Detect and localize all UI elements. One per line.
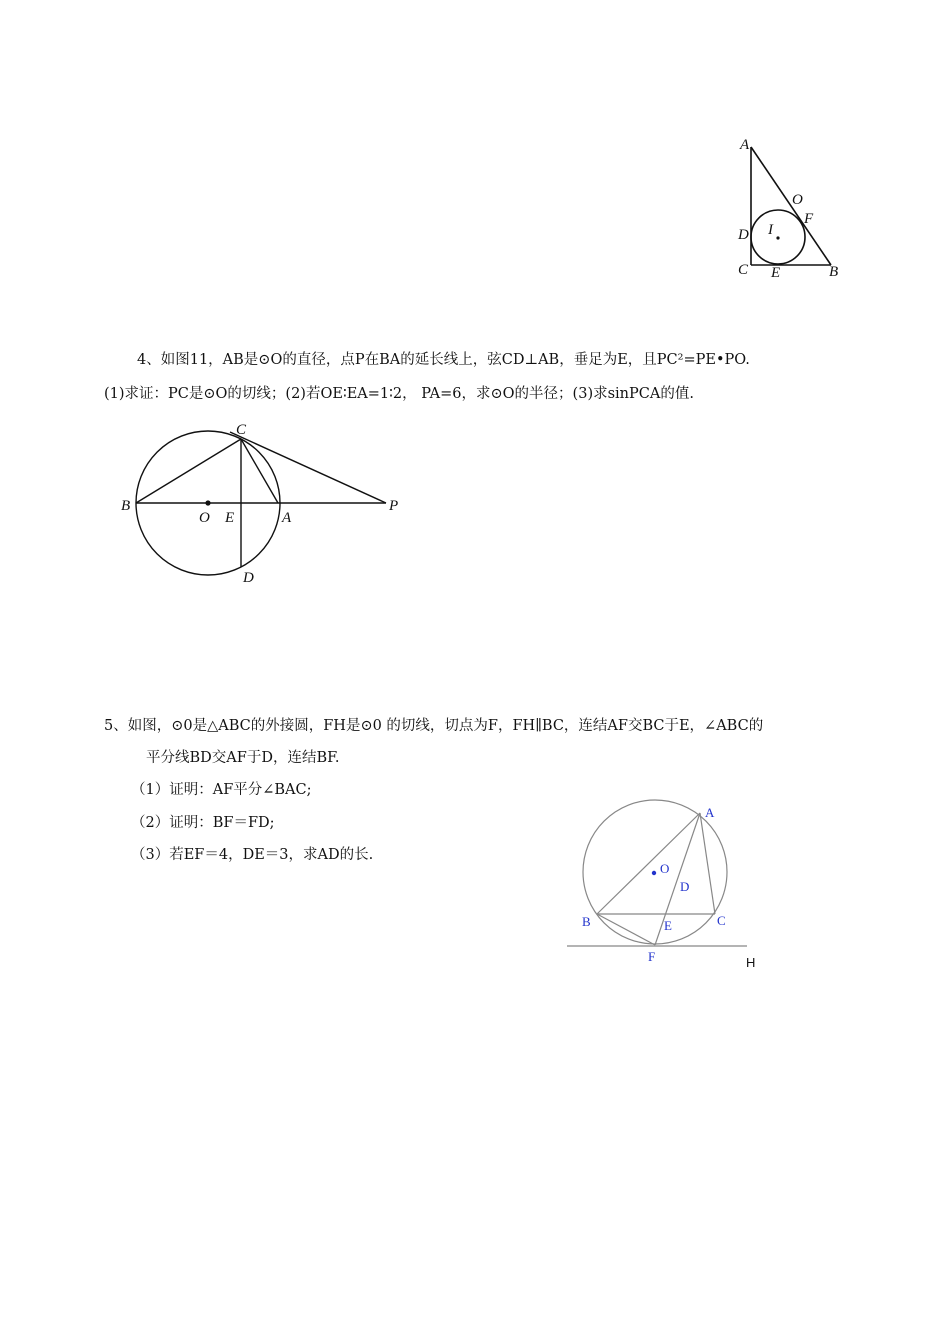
- label-o: O: [660, 861, 670, 876]
- label-a: A: [740, 137, 750, 153]
- label-o: O: [199, 510, 210, 526]
- problem4-line1: 4、如图11，AB是⊙O的直径，点P在BA的延长线上，弦CD⊥AB，垂足为E，且PC²=PE•PO.: [137, 352, 750, 368]
- label-b: B: [829, 264, 839, 280]
- triangle-incircle-figure: [730, 130, 850, 285]
- label-c: C: [236, 422, 247, 438]
- label-f: F: [804, 211, 814, 227]
- label-d: D: [680, 879, 690, 894]
- label-c: C: [738, 262, 749, 278]
- label-b: B: [582, 914, 591, 929]
- label-b: B: [121, 498, 131, 514]
- label-p: P: [389, 498, 399, 514]
- label-h: H: [746, 955, 756, 970]
- label-o: O: [792, 192, 803, 208]
- label-a: A: [705, 805, 715, 820]
- problem5-line1: 5、如图，⊙0是△ABC的外接圆，FH是⊙0 的切线，切点为F，FH∥BC，连结AF交BC于E，∠ABC的: [104, 718, 764, 734]
- label-e: E: [225, 510, 235, 526]
- problem4-line2: (1)求证：PC是⊙O的切线；(2)若OE∶EA=1∶2， PA=6，求⊙O的半径；(3)求sinPCA的值.: [104, 386, 694, 402]
- label-c: C: [717, 913, 726, 928]
- label-f: F: [648, 949, 656, 964]
- figure-5: [560, 795, 780, 975]
- problem5-sub1: （1）证明：AF平分∠BAC;: [131, 782, 312, 798]
- label-e: E: [771, 265, 781, 281]
- label-d: D: [738, 227, 749, 243]
- problem5-sub2: （2）证明：BF＝FD;: [131, 815, 275, 831]
- problem5-line2: 平分线BD交AF于D，连结BF.: [146, 750, 340, 766]
- label-e: E: [664, 918, 672, 933]
- figure-11: [110, 415, 410, 590]
- label-i: I: [768, 222, 773, 238]
- label-d: D: [243, 570, 254, 586]
- problem5-sub3: （3）若EF＝4，DE＝3，求AD的长.: [131, 847, 374, 863]
- label-a: A: [282, 510, 292, 526]
